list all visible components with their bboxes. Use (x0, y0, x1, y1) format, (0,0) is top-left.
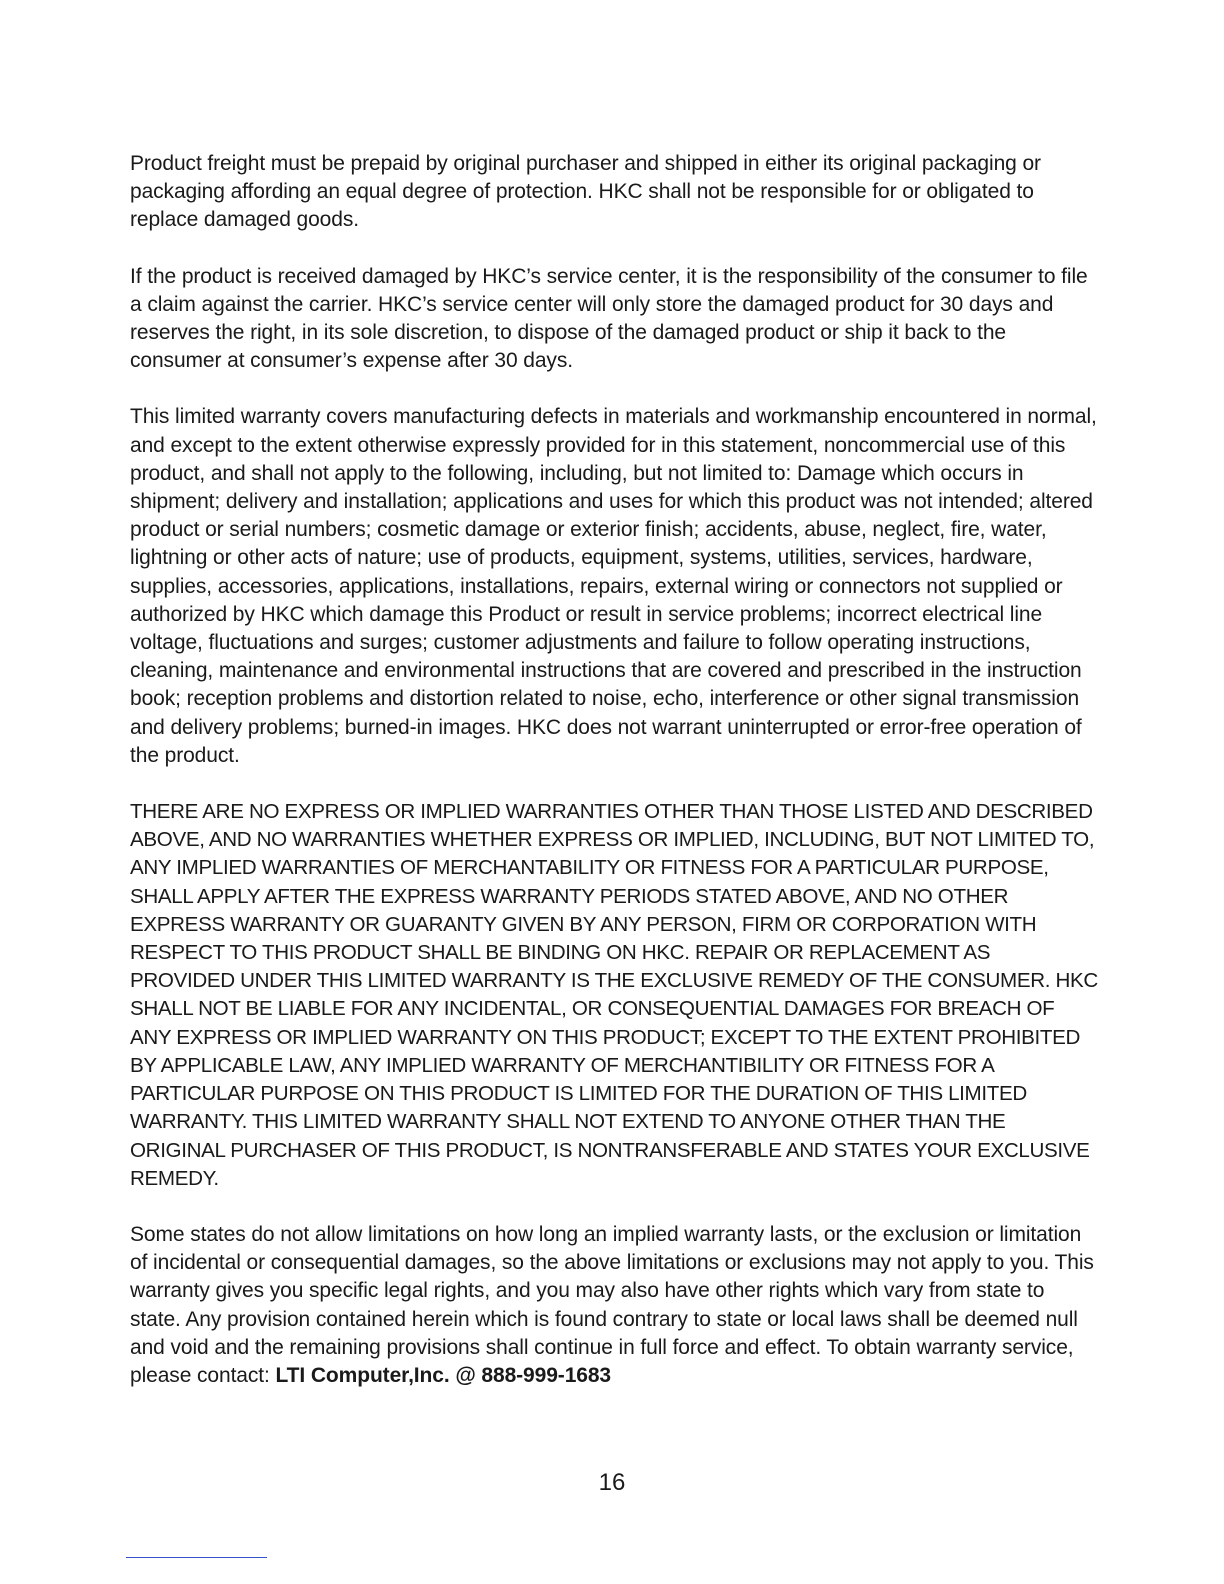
paragraph-damaged-product: If the product is received damaged by HKC’s service center, it is the responsibility of the consumer to file a claim against the carrier. HKC’s service center will only store the damaged product for 30 days and reserves the right, in its sole discretion, to dispose of the damaged product or ship it back to the consumer at consumer’s expense after 30 days. (130, 264, 1088, 373)
paragraph-disclaimer: THERE ARE NO EXPRESS OR IMPLIED WARRANTIES OTHER THAN THOSE LISTED AND DESCRIBED ABOVE, AND NO WARRANTIES WHETHER EXPRESS OR IMPLIED, INCLUDING, BUT NOT LIMITED TO, ANY IMPLIED WARRANTIES OF MERCHANTABILITY OR FITNESS FOR A PARTICULAR PURPOSE, SHALL APPLY AFTER THE EXPRESS WARRANTY PERIODS STATED ABOVE, AND NO OTHER EXPRESS WARRANTY OR GUARANTY GIVEN BY ANY PERSON, FIRM OR CORPORATION WITH RESPECT TO THIS PRODUCT SHALL BE BINDING ON HKC. REPAIR OR REPLACEMENT AS PROVIDED UNDER THIS LIMITED WARRANTY IS THE EXCLUSIVE REMEDY OF THE CONSUMER. HKC SHALL NOT BE LIABLE FOR ANY INCIDENTAL, OR CONSEQUENTIAL DAMAGES FOR BREACH OF ANY EXPRESS OR IMPLIED WARRANTY ON THIS PRODUCT; EXCEPT TO THE EXTENT PROHIBITED BY APPLICABLE LAW, ANY IMPLIED WARRANTY OF MERCHANTIBILITY OR FITNESS FOR A PARTICULAR PURPOSE ON THIS PRODUCT IS LIMITED FOR THE DURATION OF THIS LIMITED WARRANTY. THIS LIMITED WARRANTY SHALL NOT EXTEND TO ANYONE OTHER THAN THE ORIGINAL PURCHASER OF THIS PRODUCT, IS NONTRANSFERABLE AND STATES YOUR EXCLUSIVE REMEDY. (130, 800, 1098, 1190)
page-body (130, 150, 1098, 1418)
page-number: 16 (598, 1469, 626, 1496)
warranty-contact: LTI Computer,Inc. @ 888-999-1683 (275, 1363, 612, 1387)
paragraph-state-rights (130, 1221, 1098, 1390)
paragraph-freight: Product freight must be prepaid by original purchaser and shipped in either its original packaging or packaging affording an equal degree of protection. HKC shall not be responsible for or obligated to replace damaged goods. (130, 152, 1041, 232)
paragraph-warranty-coverage: This limited warranty covers manufacturing defects in materials and workmanship encountered in normal, and except to the extent otherwise expressly provided for in this statement, noncommercial use of this product, and shall not apply to the following, including, but not limited to: Damage which occurs in shipment; delivery and installation; applications and uses for which this product was not intended; altered product or serial numbers; cosmetic damage or exterior finish; accidents, abuse, neglect, fire, water, lightning or other acts of nature; use of products, equipment, systems, utilities, services, hardware, supplies, accessories, applications, installations, repairs, external wiring or connectors not supplied or authorized by HKC which damage this Product or result in service problems; incorrect electrical line voltage, fluctuations and surges; customer adjustments and failure to follow operating instructions, cleaning, maintenance and environmental instructions that are covered and prescribed in the instruction book; reception problems and distortion related to noise, echo, interference or other signal transmission and delivery problems; burned-in images. HKC does not warrant uninterrupted or error-free operation of the product. (130, 405, 1097, 767)
state-rights-text: Some states do not allow limitations on how long an implied warranty lasts, or the exclusion or limitation of incidental or consequential damages, so the above limitations or exclusions may not apply to you. This warranty gives you specific legal rights, and you may also have other rights which vary from state to state. Any provision contained herein which is found contrary to state or local laws shall be deemed null and void and the remaining provisions shall continue in full force and effect. To obtain warranty service, please contact: (130, 1222, 1094, 1387)
footnote-separator (126, 1557, 267, 1558)
